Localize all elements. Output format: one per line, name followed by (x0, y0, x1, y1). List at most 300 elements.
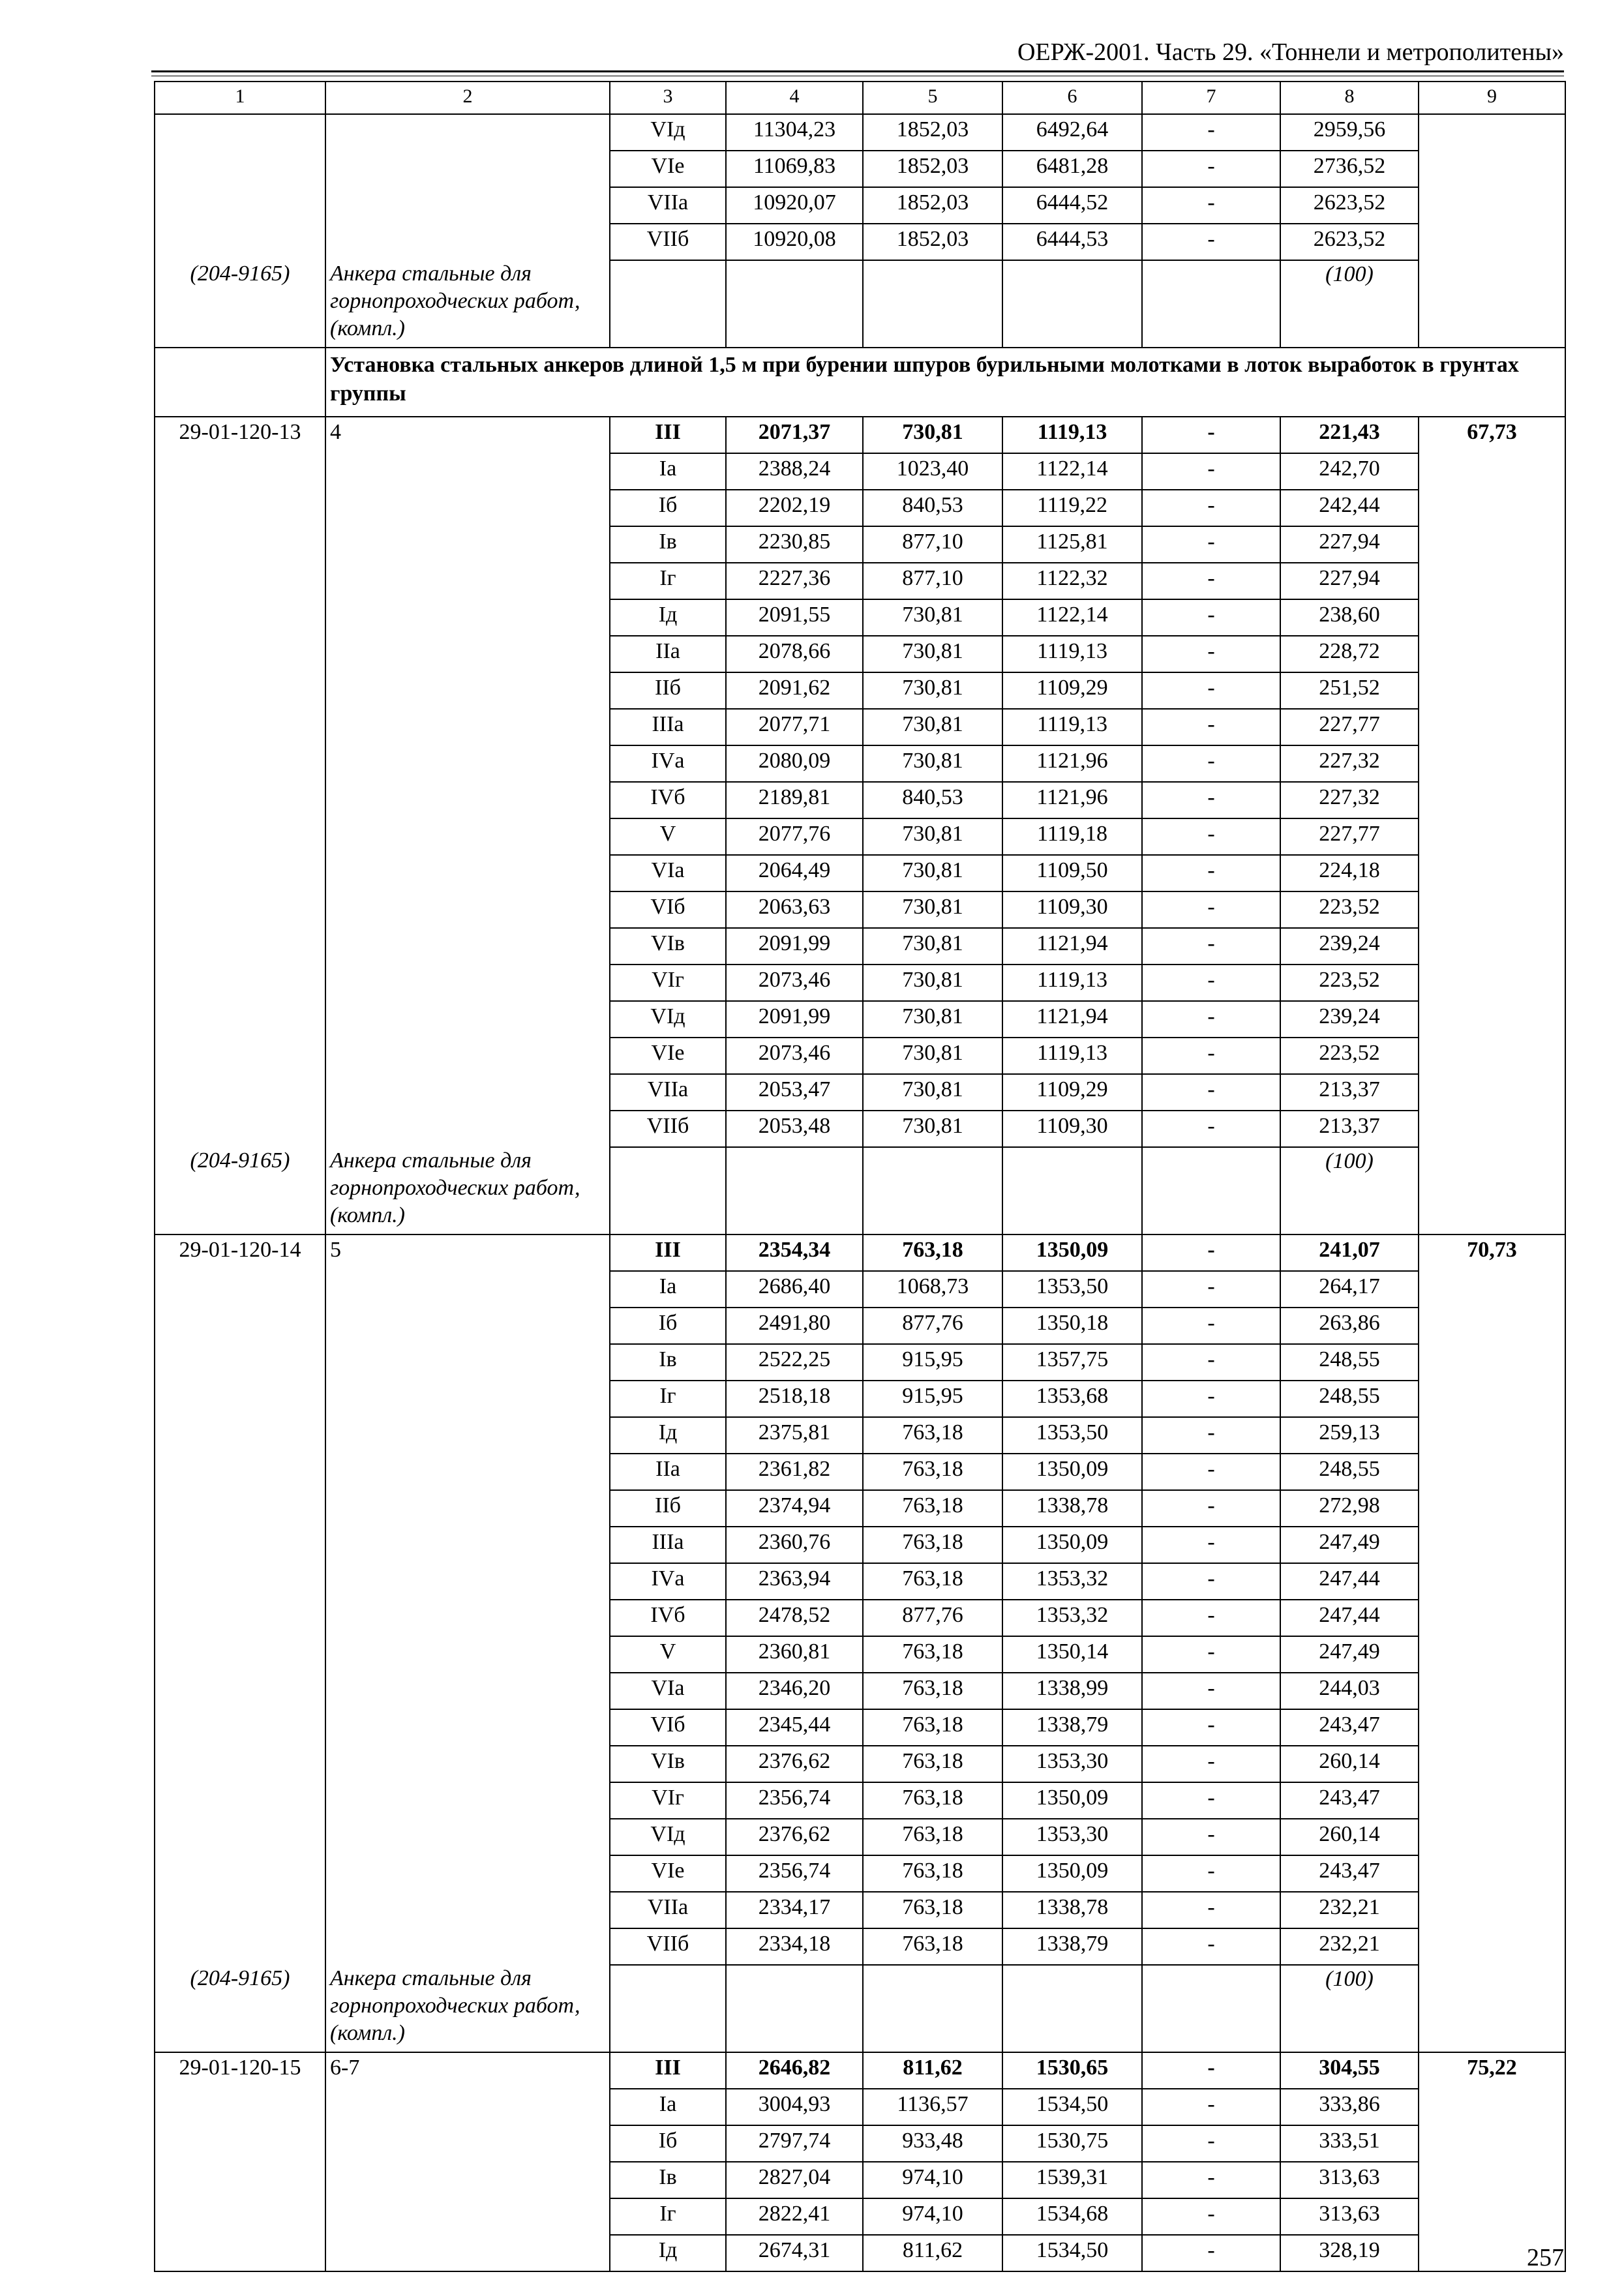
table-row (155, 1600, 1565, 1636)
column-header: 6 (1002, 82, 1142, 114)
soil-group-cell (325, 1454, 610, 1490)
wages-cell: 730,81 (863, 1111, 1002, 1147)
region-cell: VIа (610, 855, 726, 891)
rate-code-cell (155, 1074, 325, 1111)
wages-cell: 730,81 (863, 928, 1002, 965)
rate-code-cell (155, 114, 325, 151)
materials-cell: 263,86 (1280, 1308, 1419, 1344)
table-cell (726, 1147, 863, 1234)
wages-cell: 811,62 (863, 2052, 1002, 2089)
wages-cell: 763,18 (863, 1563, 1002, 1600)
wages-cell: 1852,03 (863, 151, 1002, 187)
wages-cell: 763,18 (863, 1527, 1002, 1563)
materials-cell: 2623,52 (1280, 224, 1419, 260)
soil-group-cell (325, 2235, 610, 2271)
soil-group-cell (325, 1709, 610, 1746)
table-row (155, 1417, 1565, 1454)
rate-code-cell (155, 1527, 325, 1563)
wages-cell: 974,10 (863, 2162, 1002, 2198)
total-cost-cell: 2073,46 (726, 965, 863, 1001)
wages-cell: 763,18 (863, 1782, 1002, 1819)
wages-cell: 730,81 (863, 855, 1002, 891)
machines-cell: 1534,50 (1002, 2089, 1142, 2125)
materials-cell: 2736,52 (1280, 151, 1419, 187)
rate-code-cell (155, 2125, 325, 2162)
table-row (155, 672, 1565, 709)
rate-code-cell (155, 526, 325, 563)
total-cost-cell: 2091,55 (726, 599, 863, 636)
materials-cell: 247,49 (1280, 1636, 1419, 1673)
table-row (155, 526, 1565, 563)
col7-cell: - (1142, 1490, 1280, 1527)
total-cost-cell: 11304,23 (726, 114, 863, 151)
table-row (155, 1381, 1565, 1417)
soil-group-cell (325, 453, 610, 490)
total-cost-cell: 2686,40 (726, 1271, 863, 1308)
total-cost-cell: 2356,74 (726, 1782, 863, 1819)
column-header: 5 (863, 82, 1002, 114)
region-cell: V (610, 1636, 726, 1673)
soil-group-cell (325, 1038, 610, 1074)
region-cell: VIIа (610, 187, 726, 224)
total-cost-cell: 2388,24 (726, 453, 863, 490)
section-title-row (155, 348, 1565, 417)
materials-cell: 248,55 (1280, 1381, 1419, 1417)
labor-cell (1419, 1782, 1565, 1819)
page-number: 257 (1527, 2244, 1564, 2271)
table-row (155, 151, 1565, 187)
region-cell: IVа (610, 1563, 726, 1600)
region-cell: IIIа (610, 1527, 726, 1563)
machines-cell: 1109,50 (1002, 855, 1142, 891)
total-cost-cell: 2078,66 (726, 636, 863, 672)
wages-cell: 730,81 (863, 599, 1002, 636)
wages-cell: 763,18 (863, 1454, 1002, 1490)
total-cost-cell: 2227,36 (726, 563, 863, 599)
total-cost-cell: 2189,81 (726, 782, 863, 818)
wages-cell: 763,18 (863, 1819, 1002, 1855)
col7-cell: - (1142, 2052, 1280, 2089)
materials-cell: 213,37 (1280, 1111, 1419, 1147)
region-cell: VIг (610, 1782, 726, 1819)
region-cell: Iб (610, 1308, 726, 1344)
labor-cell (1419, 928, 1565, 965)
total-cost-cell: 2230,85 (726, 526, 863, 563)
rate-code-cell: 29-01-120-13 (155, 417, 325, 453)
col7-cell: - (1142, 1527, 1280, 1563)
rate-code-cell (155, 855, 325, 891)
machines-cell: 1121,94 (1002, 928, 1142, 965)
materials-cell: 2623,52 (1280, 187, 1419, 224)
soil-group-cell: 5 (325, 1234, 610, 1271)
col7-cell: - (1142, 1746, 1280, 1782)
soil-group-cell (325, 709, 610, 745)
labor-cell (1419, 636, 1565, 672)
wages-cell: 974,10 (863, 2198, 1002, 2235)
region-cell: VIIб (610, 1928, 726, 1965)
soil-group-cell (325, 1344, 610, 1381)
soil-group-cell (325, 490, 610, 526)
section-title: Установка стальных анкеров длиной 1,5 м при бурении шпуров бурильными молотками в лоток выработок в грунтах группы (325, 348, 1565, 417)
table-row (155, 1001, 1565, 1038)
total-cost-cell: 2346,20 (726, 1673, 863, 1709)
region-cell: VIIа (610, 1892, 726, 1928)
soil-group-cell (325, 965, 610, 1001)
total-cost-cell: 2091,62 (726, 672, 863, 709)
materials-cell: 248,55 (1280, 1454, 1419, 1490)
machines-cell: 1350,14 (1002, 1636, 1142, 1673)
wages-cell: 763,18 (863, 1746, 1002, 1782)
table-row (155, 1892, 1565, 1928)
rate-code-cell (155, 1673, 325, 1709)
wages-cell: 877,76 (863, 1600, 1002, 1636)
soil-group-cell (325, 1074, 610, 1111)
labor-cell (1419, 1673, 1565, 1709)
col7-cell: - (1142, 2125, 1280, 2162)
total-cost-cell: 2356,74 (726, 1855, 863, 1892)
col7-cell: - (1142, 891, 1280, 928)
region-cell: III (610, 2052, 726, 2089)
wages-cell: 763,18 (863, 1417, 1002, 1454)
soil-group-cell (325, 2125, 610, 2162)
wages-cell: 730,81 (863, 818, 1002, 855)
rate-code-cell (155, 187, 325, 224)
region-cell: IIIа (610, 709, 726, 745)
labor-cell (1419, 1308, 1565, 1344)
materials-cell: 227,77 (1280, 818, 1419, 855)
column-header: 7 (1142, 82, 1280, 114)
machines-cell: 1121,94 (1002, 1001, 1142, 1038)
materials-cell: 313,63 (1280, 2198, 1419, 2235)
rate-code-cell (155, 891, 325, 928)
table-cell (1142, 260, 1280, 348)
col7-cell: - (1142, 1600, 1280, 1636)
labor-cell (1419, 1600, 1565, 1636)
labor-cell (1419, 1490, 1565, 1527)
soil-group-cell (325, 1636, 610, 1673)
labor-cell (1419, 526, 1565, 563)
table-cell (1002, 260, 1142, 348)
materials-cell: 243,47 (1280, 1782, 1419, 1819)
machines-cell: 1122,14 (1002, 599, 1142, 636)
wages-cell: 730,81 (863, 745, 1002, 782)
materials-cell: 272,98 (1280, 1490, 1419, 1527)
wages-cell: 730,81 (863, 417, 1002, 453)
labor-cell (1419, 1819, 1565, 1855)
table-row (155, 709, 1565, 745)
table-row (155, 1673, 1565, 1709)
machines-cell: 1338,78 (1002, 1892, 1142, 1928)
machines-cell: 1353,68 (1002, 1381, 1142, 1417)
machines-cell: 1338,78 (1002, 1490, 1142, 1527)
labor-cell: 67,73 (1419, 417, 1565, 453)
col7-cell: - (1142, 709, 1280, 745)
region-cell: VIб (610, 1709, 726, 1746)
col7-cell: - (1142, 818, 1280, 855)
machines-cell: 1350,09 (1002, 1527, 1142, 1563)
materials-cell: 260,14 (1280, 1746, 1419, 1782)
machines-cell: 1353,50 (1002, 1417, 1142, 1454)
col7-cell: - (1142, 782, 1280, 818)
materials-cell: 232,21 (1280, 1928, 1419, 1965)
labor-cell: 75,22 (1419, 2052, 1565, 2089)
region-cell: VIIб (610, 1111, 726, 1147)
region-cell: Iб (610, 490, 726, 526)
labor-cell (1419, 672, 1565, 709)
column-header: 4 (726, 82, 863, 114)
machines-cell: 1125,81 (1002, 526, 1142, 563)
wages-cell: 1136,57 (863, 2089, 1002, 2125)
rate-code-cell (155, 1600, 325, 1636)
labor-cell (1419, 453, 1565, 490)
col7-cell: - (1142, 599, 1280, 636)
soil-group-cell (325, 1892, 610, 1928)
rate-code-cell (155, 1417, 325, 1454)
rate-code-cell (155, 563, 325, 599)
col7-cell: - (1142, 1673, 1280, 1709)
materials-cell: 227,32 (1280, 782, 1419, 818)
total-cost-cell: 2202,19 (726, 490, 863, 526)
materials-cell: 328,19 (1280, 2235, 1419, 2271)
labor-cell (1419, 965, 1565, 1001)
total-cost-cell: 2334,17 (726, 1892, 863, 1928)
region-cell: VIе (610, 151, 726, 187)
machines-cell: 1119,13 (1002, 965, 1142, 1001)
soil-group-cell (325, 1600, 610, 1636)
rate-code-cell (155, 2162, 325, 2198)
soil-group-cell (325, 636, 610, 672)
region-cell: VIв (610, 928, 726, 965)
table-row (155, 818, 1565, 855)
labor-cell (1419, 1892, 1565, 1928)
region-cell: VIд (610, 1819, 726, 1855)
soil-group-cell (325, 1746, 610, 1782)
rate-code-cell (155, 490, 325, 526)
col7-cell: - (1142, 1782, 1280, 1819)
soil-group-cell (325, 1490, 610, 1527)
table-row (155, 2198, 1565, 2235)
soil-group-cell: 4 (325, 417, 610, 453)
table-cell (1419, 1965, 1565, 2052)
wages-cell: 730,81 (863, 1001, 1002, 1038)
wages-cell: 1852,03 (863, 224, 1002, 260)
column-header-row (155, 82, 1565, 114)
region-cell: IVа (610, 745, 726, 782)
labor-cell (1419, 2198, 1565, 2235)
wages-cell: 763,18 (863, 1928, 1002, 1965)
region-cell: VIд (610, 114, 726, 151)
machines-cell: 1534,68 (1002, 2198, 1142, 2235)
machines-cell: 1109,29 (1002, 1074, 1142, 1111)
table-row (155, 928, 1565, 965)
region-cell: Iд (610, 1417, 726, 1454)
table-cell (1002, 1147, 1142, 1234)
total-cost-cell: 2376,62 (726, 1746, 863, 1782)
machines-cell: 1338,79 (1002, 1928, 1142, 1965)
machines-cell: 1109,30 (1002, 1111, 1142, 1147)
col7-cell: - (1142, 151, 1280, 187)
resource-name: Анкера стальные для горнопроходческих работ, (компл.) (325, 260, 610, 348)
rate-code-cell (155, 1636, 325, 1673)
resource-qty: (100) (1280, 260, 1419, 348)
materials-cell: 243,47 (1280, 1709, 1419, 1746)
soil-group-cell (325, 114, 610, 151)
col7-cell: - (1142, 1308, 1280, 1344)
machines-cell: 1350,09 (1002, 1454, 1142, 1490)
table-cell (610, 1147, 726, 1234)
resource-row (155, 260, 1565, 348)
soil-group-cell (325, 187, 610, 224)
rate-code-cell (155, 745, 325, 782)
wages-cell: 877,76 (863, 1308, 1002, 1344)
region-cell: Iг (610, 2198, 726, 2235)
machines-cell: 1109,29 (1002, 672, 1142, 709)
labor-cell (1419, 563, 1565, 599)
total-cost-cell: 2363,94 (726, 1563, 863, 1600)
table-row (155, 2052, 1565, 2089)
table-row (155, 1074, 1565, 1111)
wages-cell: 763,18 (863, 1490, 1002, 1527)
resource-qty: (100) (1280, 1147, 1419, 1234)
col7-cell: - (1142, 563, 1280, 599)
col7-cell: - (1142, 2235, 1280, 2271)
labor-cell (1419, 855, 1565, 891)
table-row (155, 891, 1565, 928)
table-row (155, 1928, 1565, 1965)
wages-cell: 763,18 (863, 1709, 1002, 1746)
materials-cell: 227,32 (1280, 745, 1419, 782)
machines-cell: 1353,32 (1002, 1563, 1142, 1600)
table-row (155, 1636, 1565, 1673)
soil-group-cell (325, 563, 610, 599)
table-row (155, 1746, 1565, 1782)
region-cell: Iа (610, 1271, 726, 1308)
soil-group-cell (325, 1673, 610, 1709)
rate-code-cell (155, 1563, 325, 1600)
resource-qty: (100) (1280, 1965, 1419, 2052)
col7-cell: - (1142, 965, 1280, 1001)
resource-row (155, 1965, 1565, 2052)
region-cell: IIб (610, 1490, 726, 1527)
wages-cell: 730,81 (863, 1074, 1002, 1111)
total-cost-cell: 2522,25 (726, 1344, 863, 1381)
col7-cell: - (1142, 1563, 1280, 1600)
machines-cell: 1119,13 (1002, 417, 1142, 453)
machines-cell: 1353,30 (1002, 1746, 1142, 1782)
resource-code: (204-9165) (155, 1147, 325, 1234)
soil-group-cell: 6-7 (325, 2052, 610, 2089)
labor-cell (1419, 151, 1565, 187)
wages-cell: 840,53 (863, 490, 1002, 526)
labor-cell: 70,73 (1419, 1234, 1565, 1271)
materials-cell: 248,55 (1280, 1344, 1419, 1381)
wages-cell: 915,95 (863, 1381, 1002, 1417)
col7-cell: - (1142, 928, 1280, 965)
rate-code-cell (155, 636, 325, 672)
rate-code-cell (155, 1746, 325, 1782)
region-cell: VIа (610, 1673, 726, 1709)
labor-cell (1419, 1038, 1565, 1074)
rate-code-cell (155, 1709, 325, 1746)
soil-group-cell (325, 151, 610, 187)
table-row (155, 1111, 1565, 1147)
total-cost-cell: 2827,04 (726, 2162, 863, 2198)
table-row (155, 1819, 1565, 1855)
materials-cell: 244,03 (1280, 1673, 1419, 1709)
region-cell: VIб (610, 891, 726, 928)
total-cost-cell: 2797,74 (726, 2125, 863, 2162)
table-cell (610, 1965, 726, 2052)
col7-cell: - (1142, 417, 1280, 453)
table-row (155, 782, 1565, 818)
soil-group-cell (325, 1855, 610, 1892)
labor-cell (1419, 114, 1565, 151)
rate-code-cell (155, 1819, 325, 1855)
materials-cell: 333,86 (1280, 2089, 1419, 2125)
machines-cell: 1338,99 (1002, 1673, 1142, 1709)
region-cell: VIIа (610, 1074, 726, 1111)
machines-cell: 1534,50 (1002, 2235, 1142, 2271)
materials-cell: 247,44 (1280, 1600, 1419, 1636)
soil-group-cell (325, 782, 610, 818)
soil-group-cell (325, 1271, 610, 1308)
table-cell (1142, 1965, 1280, 2052)
materials-cell: 224,18 (1280, 855, 1419, 891)
table-row (155, 855, 1565, 891)
region-cell: IVб (610, 1600, 726, 1636)
col7-cell: - (1142, 1454, 1280, 1490)
materials-cell: 264,17 (1280, 1271, 1419, 1308)
wages-cell: 730,81 (863, 1038, 1002, 1074)
col7-cell: - (1142, 1271, 1280, 1308)
wages-cell: 763,18 (863, 1892, 1002, 1928)
labor-cell (1419, 224, 1565, 260)
materials-cell: 313,63 (1280, 2162, 1419, 2198)
col7-cell: - (1142, 1234, 1280, 1271)
table-row (155, 563, 1565, 599)
machines-cell: 6444,52 (1002, 187, 1142, 224)
region-cell: Iб (610, 2125, 726, 2162)
rate-code-cell (155, 1892, 325, 1928)
total-cost-cell: 2345,44 (726, 1709, 863, 1746)
table-cell (155, 348, 325, 417)
wages-cell: 811,62 (863, 2235, 1002, 2271)
labor-cell (1419, 709, 1565, 745)
region-cell: IIа (610, 636, 726, 672)
rate-code-cell (155, 1344, 325, 1381)
total-cost-cell: 2376,62 (726, 1819, 863, 1855)
table-row (155, 2125, 1565, 2162)
region-cell: Iв (610, 1344, 726, 1381)
col7-cell: - (1142, 2162, 1280, 2198)
rate-code-cell (155, 2198, 325, 2235)
materials-cell: 243,47 (1280, 1855, 1419, 1892)
machines-cell: 1357,75 (1002, 1344, 1142, 1381)
col7-cell: - (1142, 1001, 1280, 1038)
total-cost-cell: 2091,99 (726, 1001, 863, 1038)
table-row (155, 1344, 1565, 1381)
col7-cell: - (1142, 1111, 1280, 1147)
soil-group-cell (325, 672, 610, 709)
table-row (155, 114, 1565, 151)
rate-code-cell (155, 709, 325, 745)
total-cost-cell: 2361,82 (726, 1454, 863, 1490)
table-cell (726, 1965, 863, 2052)
materials-cell: 242,70 (1280, 453, 1419, 490)
machines-cell: 1353,30 (1002, 1819, 1142, 1855)
machines-cell: 1350,09 (1002, 1234, 1142, 1271)
table-cell (1002, 1965, 1142, 2052)
